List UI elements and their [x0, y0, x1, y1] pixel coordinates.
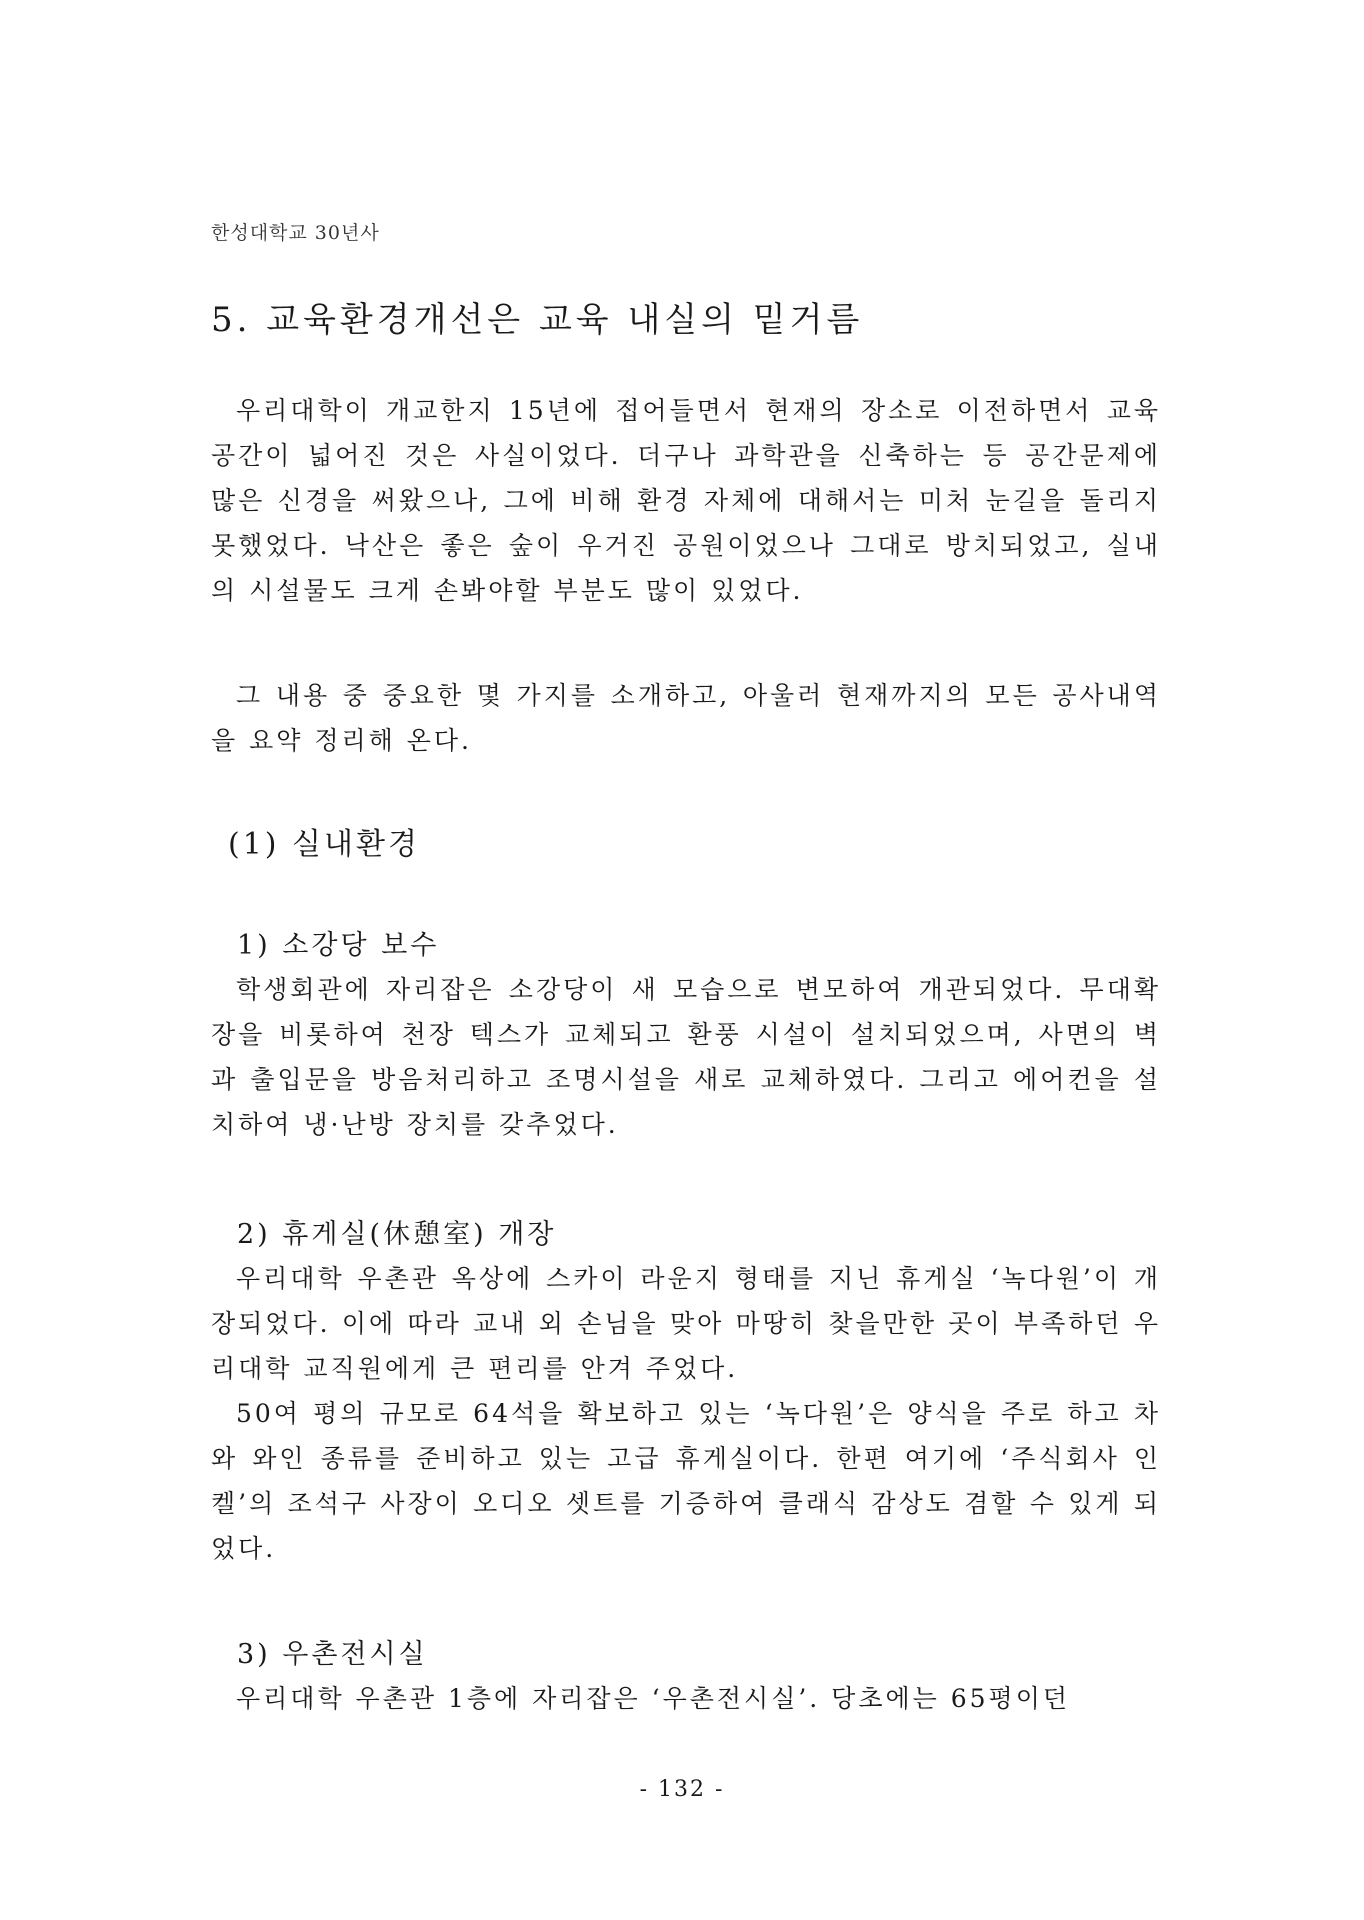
lounge-paragraph-1: 우리대학 우촌관 옥상에 스카이 라운지 형태를 지닌 휴게실 ‘녹다원’이 개장되었다. 이에 따라 교내 외 손님을 맞아 마땅히 찾을만한 곳이 부족하던 우리대학 교직원에게 큰 편리를 안겨 주었다.	[211, 1264, 1161, 1383]
running-header: 한성대학교 30년사	[211, 222, 380, 244]
page-number: - 132 -	[639, 1777, 725, 1802]
section-heading-indoor-environment: (1) 실내환경	[228, 827, 420, 862]
lounge-paragraph-2: 50여 평의 규모로 64석을 확보하고 있는 ‘녹다원’은 양식을 주로 하고 차와 와인 종류를 준비하고 있는 고급 휴게실이다. 한편 여기에 ‘주식회사 인켈’의 조석구 사장이 오디오 셋트를 기증하여 클래식 감상도 겸할 수 있게 되었다.	[211, 1399, 1161, 1563]
intro-paragraph: 우리대학이 개교한지 15년에 접어들면서 현재의 장소로 이전하면서 교육공간이 넓어진 것은 사실이었다. 더구나 과학관을 신축하는 등 공간문제에 많은 신경을 써왔으나, 그에 비해 환경 자체에 대해서는 미처 눈길을 돌리지 못했었다. 낙산은 좋은 숲이 우거진 공원이었으나 그대로 방치되었고, 실내의 시설물도 크게 손봐야할 부분도 많이 있었다.	[211, 396, 1161, 605]
sub-heading-auditorium-repair: 1) 소강당 보수	[237, 930, 440, 961]
exhibition-paragraph: 우리대학 우촌관 1층에 자리잡은 ‘우촌전시실’. 당초에는 65평이던	[236, 1684, 1070, 1713]
sub-heading-lounge-opening: 2) 휴게실(休憩室) 개장	[237, 1219, 557, 1250]
intro-paragraph-2: 그 내용 중 중요한 몇 가지를 소개하고, 아울러 현재까지의 모든 공사내역을 요약 정리해 온다.	[211, 681, 1161, 755]
chapter-title: 5. 교육환경개선은 교육 내실의 밑거름	[211, 300, 864, 340]
sub-heading-uchon-exhibition: 3) 우촌전시실	[237, 1639, 428, 1670]
auditorium-paragraph: 학생회관에 자리잡은 소강당이 새 모습으로 변모하여 개관되었다. 무대확장을 비롯하여 천장 텍스가 교체되고 환풍 시설이 설치되었으며, 사면의 벽과 출입문을 방음처리하고 조명시설을 새로 교체하였다. 그리고 에어컨을 설치하여 냉·난방 장치를 갖추었다.	[211, 975, 1161, 1139]
